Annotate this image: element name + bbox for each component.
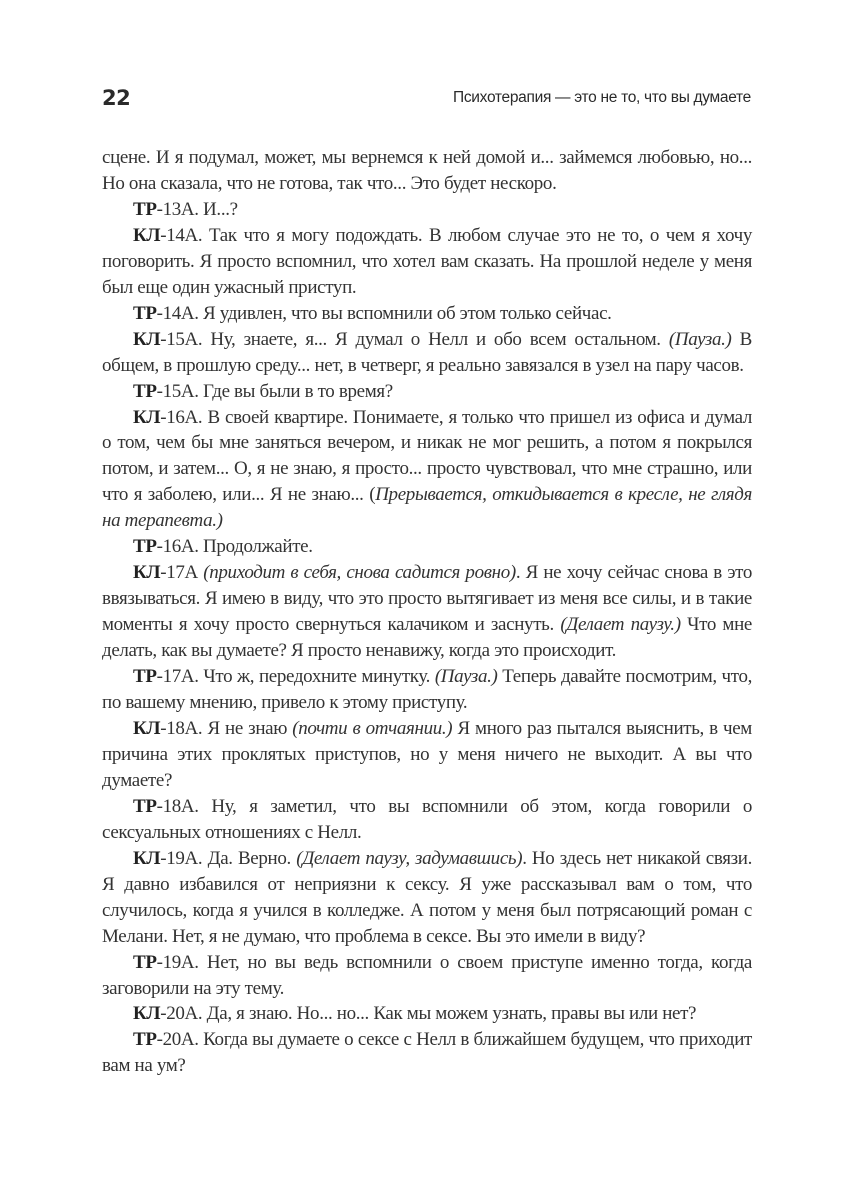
- speech-text: Я много раз пытался выяснить, в чем причина этих проклятых приступов, но у меня ничего не выходит. А вы что думаете?: [102, 717, 752, 791]
- dialogue-paragraph: [102, 301, 752, 327]
- stage-direction: (Пауза.): [668, 328, 732, 350]
- stage-direction: (Делает паузу, задумавшись): [296, 847, 523, 869]
- speech-text: -13А. И...?: [156, 198, 238, 220]
- speaker-label: КЛ: [133, 224, 161, 246]
- dialogue-paragraph: [102, 197, 752, 223]
- speech-text: -17А: [160, 562, 204, 584]
- dialogue-paragraph: [102, 379, 752, 405]
- stage-direction: (Делает паузу.): [560, 614, 681, 636]
- dialogue-paragraph: [102, 1001, 752, 1027]
- speech-text: сцене. И я подумал, может, мы вернемся к ней домой и... займемся любовью, но... Но она сказала, что не готова, так что... Это будет нескоро.: [102, 147, 752, 194]
- speaker-label: ТР: [133, 666, 157, 688]
- speaker-label: КЛ: [133, 1003, 161, 1025]
- dialogue-paragraph: [102, 327, 752, 379]
- speech-text: -15А. Ну, знаете, я... Я думал о Нелл и обо всем остальном.: [160, 328, 669, 350]
- speech-text: -18А. Я не знаю: [160, 717, 293, 739]
- speech-text: -16А. В своей квартире. Понимаете, я только что пришел из офиса и думал о том, чем бы мне заняться вечером, и никак не мог решить, а потом я покрылся потом, и затем... О, я не знаю, я просто... просто чувствовал, что мне страшно, или что я заболею, или... Я не знаю... (: [102, 406, 752, 506]
- dialogue-paragraph: [102, 846, 752, 950]
- speech-text: -14А. Я удивлен, что вы вспомнили об этом только сейчас.: [156, 302, 612, 324]
- dialogue-paragraph: [102, 716, 752, 794]
- speech-text: -18А. Ну, я заметил, что вы вспомнили об этом, когда говорили о сексуальных отношениях с Нелл.: [102, 795, 752, 843]
- stage-direction: Прерывается, откидывается в кресле, не глядя на терапевта.): [102, 484, 752, 532]
- dialogue-paragraph: [102, 534, 752, 560]
- speaker-label: КЛ: [133, 717, 161, 739]
- dialogue-paragraph: [102, 405, 752, 535]
- speech-text: . Я не хочу сейчас снова в это ввязываться. Я имею в виду, что это просто вытягивает из меня все силы, и в такие моменты я хочу просто свернуться калачиком и заснуть.: [102, 562, 752, 636]
- speech-text: -20А. Когда вы думаете о сексе с Нелл в ближайшем будущем, что приходит вам на ум?: [102, 1029, 752, 1077]
- speaker-label: ТР: [133, 536, 157, 558]
- speech-text: Что мне делать, как вы думаете? Я просто ненавижу, когда это происходит.: [102, 614, 752, 662]
- dialogue-paragraph: [102, 794, 752, 846]
- speech-text: -17А. Что ж, передохните минутку.: [156, 666, 435, 688]
- page-number: 22: [102, 86, 131, 110]
- speech-text: -19А. Да. Верно.: [160, 847, 297, 869]
- speech-text: Теперь давайте посмотрим, что, по вашему мнению, привело к этому приступу.: [102, 666, 752, 714]
- speaker-label: КЛ: [133, 562, 161, 584]
- speech-text: . Но здесь нет никакой связи. Я давно избавился от неприязни к сексу. Я уже рассказывал вам о том, что случилось, когда я учился в колледже. А потом у меня был потрясающий роман с Мелани. Нет, я не думаю, что проблема в сексе. Вы это имели в виду?: [102, 847, 752, 947]
- dialogue-paragraph: [102, 223, 752, 301]
- speaker-label: ТР: [133, 951, 157, 973]
- stage-direction: (приходит в себя, снова садится ровно): [203, 562, 516, 584]
- speech-text: -14А. Так что я могу подождать. В любом случае это не то, о чем я хочу поговорить. Я просто вспомнил, что хотел вам сказать. На прошлой неделе у меня был еще один ужасный приступ.: [102, 224, 752, 298]
- speaker-label: ТР: [133, 198, 157, 220]
- stage-direction: (почти в отчаянии.): [292, 717, 453, 739]
- dialogue-paragraph: [102, 664, 752, 716]
- speaker-label: ТР: [133, 302, 157, 324]
- speaker-label: ТР: [133, 1029, 157, 1051]
- dialogue-paragraph: [102, 560, 752, 664]
- speech-text: В общем, в прошлую среду... нет, в четверг, я реально завязался в узел на пару часов.: [102, 328, 752, 376]
- speech-text: -16А. Продолжайте.: [156, 536, 313, 558]
- speaker-label: КЛ: [133, 328, 161, 350]
- speaker-label: КЛ: [133, 847, 161, 869]
- stage-direction: (Пауза.): [434, 666, 498, 688]
- speaker-label: ТР: [133, 380, 157, 402]
- speech-text: -19А. Нет, но вы ведь вспомнили о своем приступе именно тогда, когда заговорили на эту тему.: [102, 951, 752, 999]
- running-title: Психотерапия — это не то, что вы думаете: [453, 89, 751, 106]
- dialogue-paragraph: [102, 950, 752, 1002]
- body-text: [102, 145, 752, 1079]
- page-header: [102, 80, 751, 116]
- text-paragraph: [102, 145, 752, 197]
- speaker-label: КЛ: [133, 406, 161, 428]
- speech-text: -20А. Да, я знаю. Но... но... Как мы можем узнать, правы вы или нет?: [160, 1003, 697, 1025]
- speaker-label: ТР: [133, 795, 157, 817]
- speech-text: -15А. Где вы были в то время?: [156, 380, 393, 402]
- dialogue-paragraph: [102, 1027, 752, 1079]
